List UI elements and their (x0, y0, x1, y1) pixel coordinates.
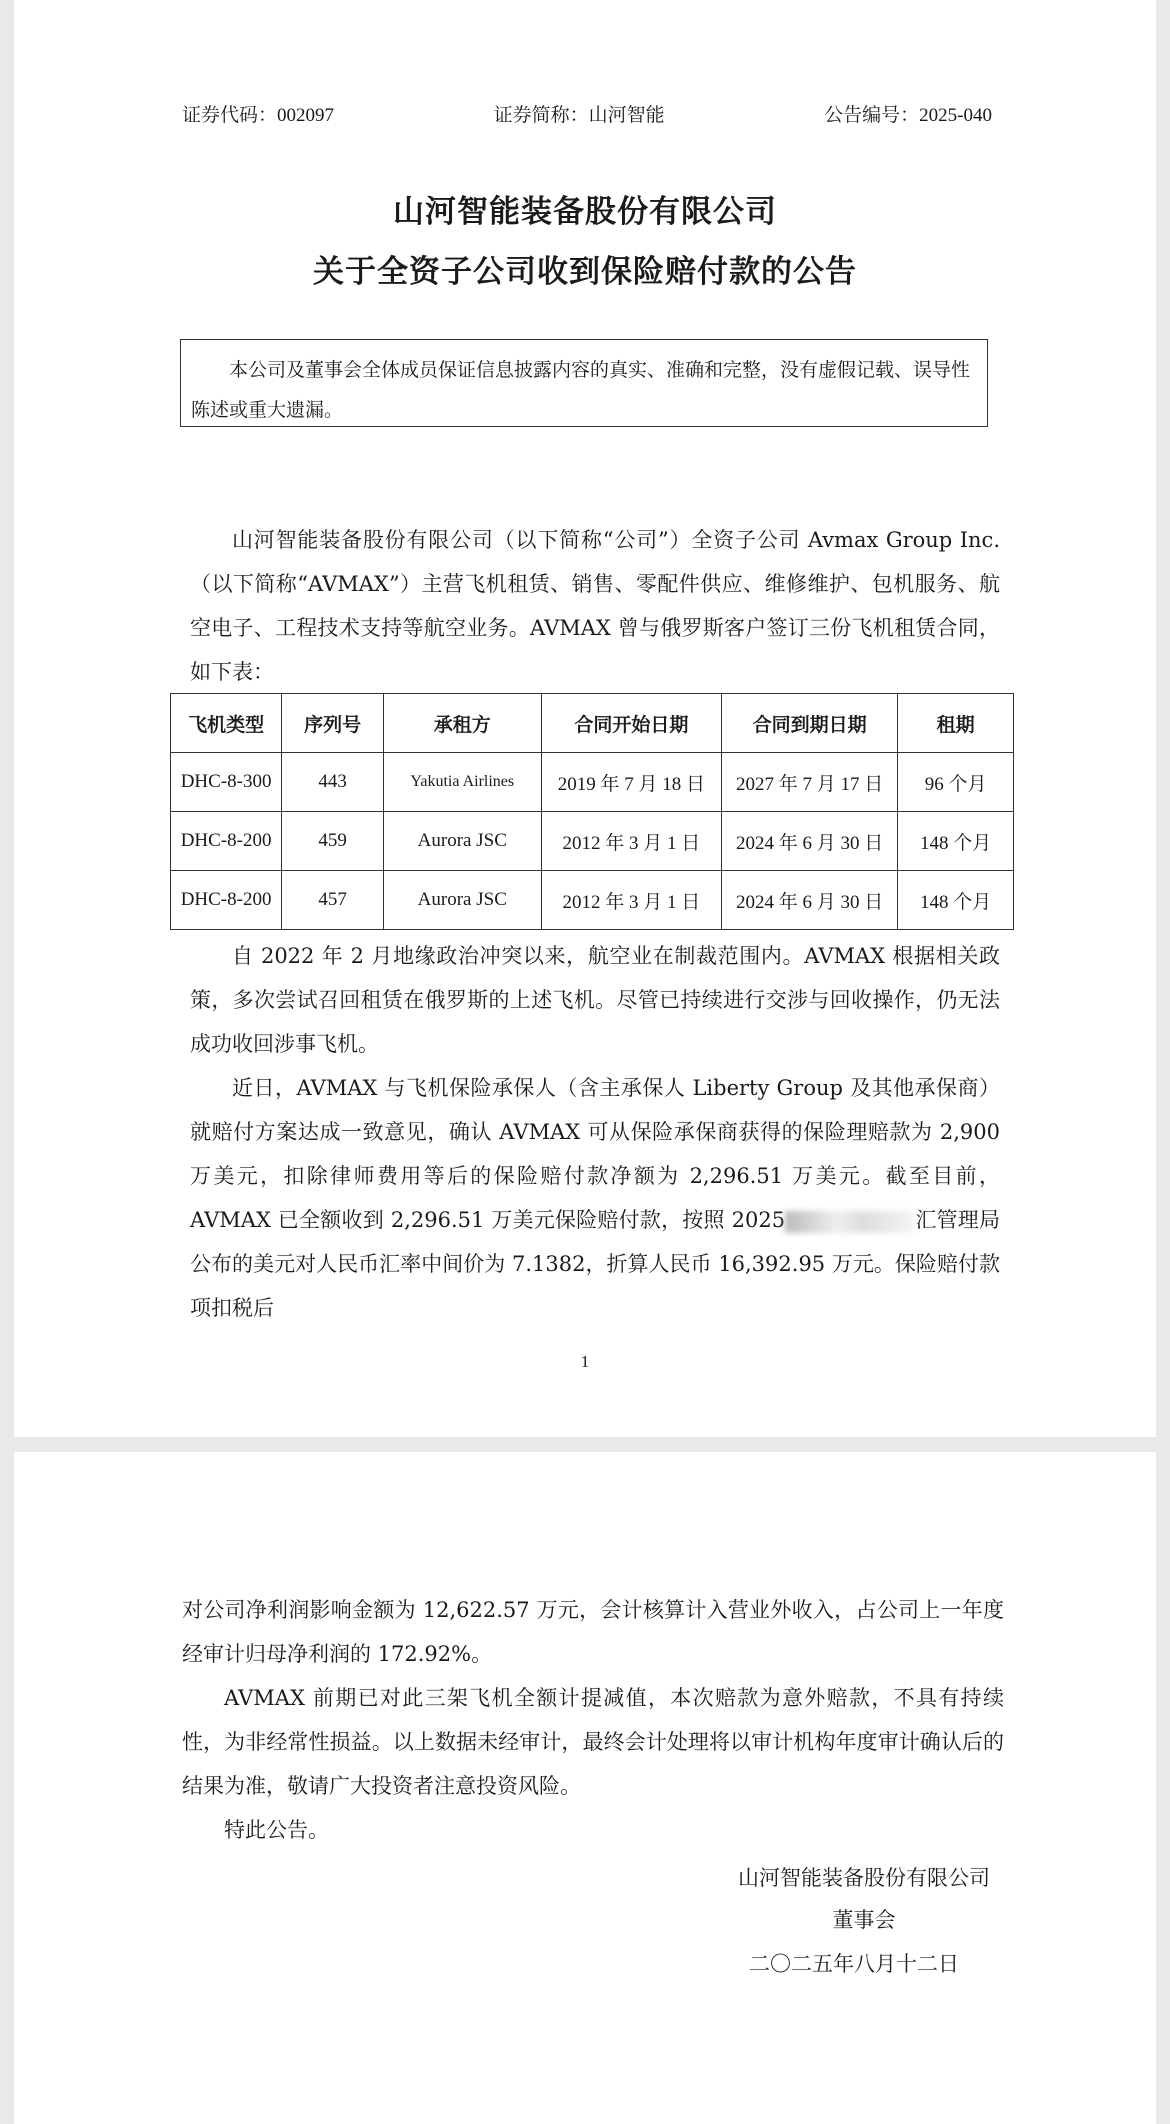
table-cell: 459 (282, 812, 384, 871)
page-number: 1 (580, 1352, 590, 1371)
table-row (171, 753, 1014, 812)
notice-number: 公告编号：2025-040 (824, 105, 992, 126)
table-cell: DHC-8-300 (171, 753, 282, 812)
paragraph-closing: 特此公告。 (224, 1818, 329, 1842)
table-cell: 2027 年 7 月 17 日 (722, 753, 898, 812)
table-cell: Yakutia Airlines (384, 753, 541, 812)
stock-code: 证券代码：002097 (182, 105, 335, 126)
table-header: 承租方 (384, 694, 541, 753)
table-cell: 2012 年 3 月 1 日 (541, 871, 722, 930)
insurance-text-part1: 近日，AVMAX 与飞机保险承保人（含主承保人 Liberty Group 及其他承保商）就赔付方案达成一致意见，确认 AVMAX 可从保险承保商获得的保险理赔款为 2,900 万美元，扣除律师费用等后的保险赔付款净额为 2,296.51 万美元。截至目前，AVMAX 已全额收到 2,296.51 万美元保险赔付款，按照 2025 (190, 1076, 1000, 1232)
table-cell: Aurora JSC (384, 812, 541, 871)
table-header: 租期 (898, 694, 1014, 753)
table-header: 序列号 (282, 694, 384, 753)
signature-date: 二〇二五年八月十二日 (749, 1952, 959, 1976)
insurance-text-part2: 汇管理局公布的美元对人民币汇率中间价为 7.1382，折算人民币 16,392.95 万元。保险赔付款项扣税后 (190, 1208, 1000, 1320)
title-company: 山河智能装备股份有限公司 (393, 194, 777, 230)
table-cell: 443 (282, 753, 384, 812)
stock-short-name: 证券简称：山河智能 (493, 105, 665, 126)
paragraph-intro: 山河智能装备股份有限公司（以下简称“公司”）全资子公司 Avmax Group Inc.（以下简称“AVMAX”）主营飞机租赁、销售、零配件供应、维修维护、包机服务、航空电子、工程技术支持等航空业务。AVMAX 曾与俄罗斯客户签订三份飞机租赁合同，如下表： (190, 528, 1000, 684)
table-cell: 457 (282, 871, 384, 930)
signature-company: 山河智能装备股份有限公司 (738, 1866, 990, 1890)
document-page-1 (14, 0, 1156, 1437)
table-cell: DHC-8-200 (171, 871, 282, 930)
table-cell: 96 个月 (898, 753, 1014, 812)
table-cell: 2024 年 6 月 30 日 (722, 871, 898, 930)
table-cell: 148 个月 (898, 871, 1014, 930)
table-row (171, 871, 1014, 930)
table-cell: 2012 年 3 月 1 日 (541, 812, 722, 871)
paragraph-impairment: AVMAX 前期已对此三架飞机全额计提减值，本次赔款为意外赔款，不具有持续性，为非经常性损益。以上数据未经审计，最终会计处理将以审计机构年度审计确认后的结果为准，敬请广大投资者注意投资风险。 (182, 1686, 1004, 1798)
paragraph-profit-impact: 对公司净利润影响金额为 12,622.57 万元，会计核算计入营业外收入，占公司上一年度经审计归母净利润的 172.92%。 (182, 1598, 1004, 1666)
table-header: 合同到期日期 (722, 694, 898, 753)
document-page-2 (14, 1452, 1156, 2124)
disclaimer-box: 本公司及董事会全体成员保证信息披露内容的真实、准确和完整，没有虚假记载、误导性陈述或重大遗漏。 (180, 339, 988, 427)
table-cell: Aurora JSC (384, 871, 541, 930)
paragraph-insurance (190, 1066, 1000, 1330)
paragraph-sanctions: 自 2022 年 2 月地缘政治冲突以来，航空业在制裁范围内。AVMAX 根据相关政策，多次尝试召回租赁在俄罗斯的上述飞机。尽管已持续进行交涉与回收操作，仍无法成功收回涉事飞机。 (190, 944, 1000, 1056)
redacted-blur (785, 1211, 915, 1233)
lease-table (170, 693, 1014, 930)
table-header-row (171, 694, 1014, 753)
table-cell: 148 个月 (898, 812, 1014, 871)
table-cell: 2024 年 6 月 30 日 (722, 812, 898, 871)
table-header: 飞机类型 (171, 694, 282, 753)
title-announcement: 关于全资子公司收到保险赔付款的公告 (313, 254, 857, 290)
table-cell: DHC-8-200 (171, 812, 282, 871)
signature-board: 董事会 (832, 1908, 896, 1932)
header-row (182, 100, 992, 127)
table-cell: 2019 年 7 月 18 日 (541, 753, 722, 812)
table-row (171, 812, 1014, 871)
table-header: 合同开始日期 (541, 694, 722, 753)
